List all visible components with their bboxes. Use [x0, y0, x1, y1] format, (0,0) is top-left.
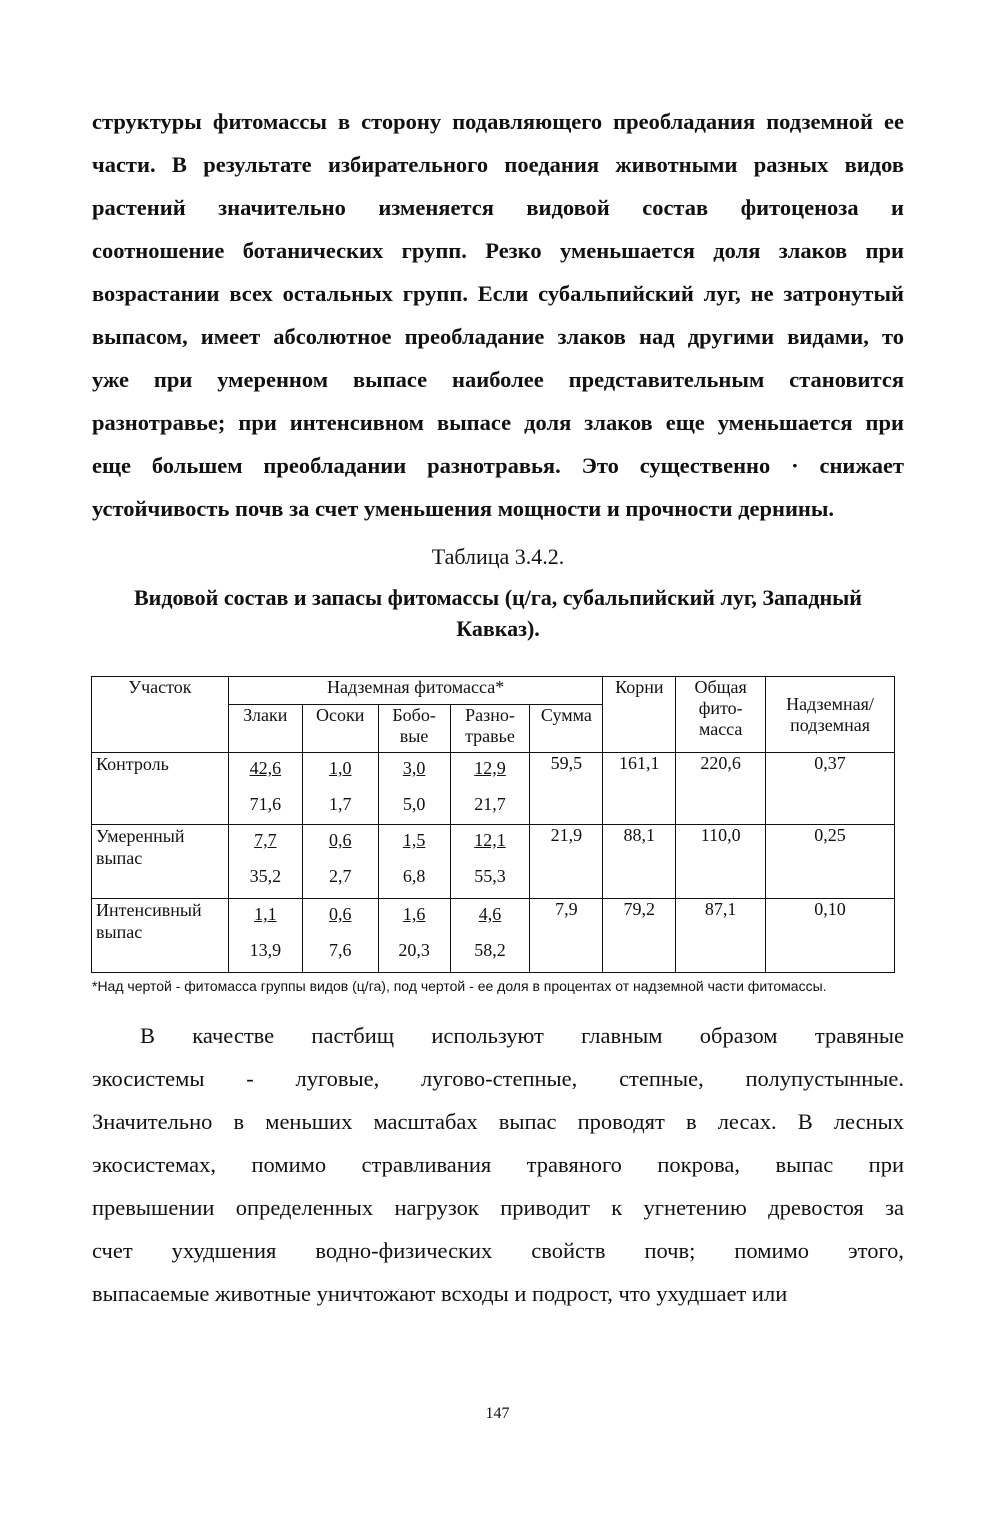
- page-number: 147: [485, 1405, 510, 1422]
- text-line: устойчивость почв за счет уменьшения мощности и прочности дернины.: [92, 496, 835, 521]
- text-line: Значительно в меньших масштабах выпас проводят в лесах. В лесных: [92, 1109, 904, 1134]
- cell-forbs-percent: 55,3: [474, 866, 506, 886]
- cell-grasses-value: 7,7: [254, 830, 277, 850]
- cell-forbs-percent: 58,2: [474, 940, 506, 960]
- cell-grasses-percent: 35,2: [249, 866, 282, 886]
- text-line: структуры фитомассы в сторону подавляющего преобладания подземной ее: [92, 109, 904, 134]
- text-line: экосистемах, помимо стравливания травяного покрова, выпас при: [92, 1152, 904, 1177]
- header-grasses: Злаки: [228, 705, 302, 753]
- text-line: разнотравье; при интенсивном выпасе доля злаков еще уменьшается при: [92, 410, 904, 435]
- paragraph-bottom: [92, 1014, 904, 1315]
- cell-roots: 88,1: [603, 825, 676, 899]
- cell-sum: 59,5: [530, 753, 603, 825]
- text-line: превышении определенных нагрузок приводит к угнетению древостоя за: [92, 1195, 904, 1220]
- cell-sedges-value: 0,6: [328, 830, 352, 850]
- cell-ratio: 0,37: [766, 753, 895, 825]
- text-line: выпасаемые животные уничтожают всходы и подрост, что ухудшает или: [92, 1281, 788, 1306]
- paragraph-top: [92, 100, 904, 530]
- table-number: Таблица 3.4.2.: [431, 544, 565, 569]
- table-title: Видовой состав и запасы фитомассы (ц/га, субальпийский луг, Западный Кавказ).: [134, 585, 862, 641]
- cell-total: 110,0: [676, 825, 766, 899]
- cell-legumes-value: 3,0: [402, 758, 426, 778]
- cell-legumes-value: 1,6: [402, 904, 426, 924]
- cell-roots: 79,2: [603, 899, 676, 973]
- text-line: части. В результате избирательного поедания животными разных видов: [92, 152, 904, 177]
- header-roots: Корни: [603, 677, 676, 753]
- header-forbs: Разно-травье: [450, 705, 530, 753]
- cell-forbs-value: 12,9: [474, 758, 506, 778]
- table-row: [92, 899, 895, 973]
- cell-roots: 161,1: [603, 753, 676, 825]
- cell-legumes-percent: 6,8: [402, 866, 426, 886]
- cell-sedges-percent: 2,7: [328, 866, 352, 886]
- row-site: Умеренный выпас: [92, 825, 229, 899]
- cell-sum: 21,9: [530, 825, 603, 899]
- header-sum: Сумма: [530, 705, 603, 753]
- table-row: [92, 753, 895, 825]
- row-site: Контроль: [92, 753, 229, 825]
- cell-total: 87,1: [676, 899, 766, 973]
- phytomass-table: [91, 676, 895, 973]
- cell-legumes-percent: 20,3: [398, 940, 430, 960]
- cell-ratio: 0,25: [766, 825, 895, 899]
- header-sedges: Осоки: [302, 705, 378, 753]
- table-footnote: *Над чертой - фитомасса группы видов (ц/га), под чертой - ее доля в процентах от надземной части фитомассы.: [92, 978, 827, 994]
- header-ratio: Надземная/ подземная: [766, 677, 895, 753]
- text-line: уже при умеренном выпасе наиболее представительным становится: [92, 367, 904, 392]
- header-legumes: Бобо-вые: [378, 705, 450, 753]
- cell-legumes-percent: 5,0: [402, 794, 426, 814]
- cell-grasses-percent: 71,6: [249, 794, 282, 814]
- cell-sedges-percent: 7,6: [328, 940, 352, 960]
- table-row: [92, 825, 895, 899]
- row-site: Интенсивный выпас: [92, 899, 229, 973]
- cell-grasses-value: 42,6: [249, 758, 282, 778]
- header-aboveground: Надземная фитомасса*: [228, 677, 602, 705]
- text-line: растений значительно изменяется видовой состав фитоценоза и: [92, 195, 904, 220]
- cell-forbs-value: 12,1: [474, 830, 506, 850]
- cell-sedges-value: 0,6: [328, 904, 352, 924]
- cell-sedges-percent: 1,7: [328, 794, 352, 814]
- cell-total: 220,6: [676, 753, 766, 825]
- cell-forbs-value: 4,6: [478, 904, 502, 924]
- cell-sedges-value: 1,0: [328, 758, 352, 778]
- cell-grasses-value: 1,1: [254, 904, 277, 924]
- cell-grasses-percent: 13,9: [249, 940, 282, 960]
- header-total: Общая фито-масса: [676, 677, 766, 753]
- cell-sum: 7,9: [530, 899, 603, 973]
- text-line: счет ухудшения водно-физических свойств почв; помимо этого,: [92, 1238, 904, 1263]
- text-line: В качестве пастбищ используют главным образом травяные: [140, 1023, 904, 1048]
- text-line: еще большем преобладании разнотравья. Это существенно · снижает: [92, 453, 904, 478]
- cell-ratio: 0,10: [766, 899, 895, 973]
- text-line: экосистемы - луговые, лугово-степные, степные, полупустынные.: [92, 1066, 904, 1091]
- text-line: возрастании всех остальных групп. Если субальпийский луг, не затронутый: [92, 281, 904, 306]
- cell-legumes-value: 1,5: [402, 830, 426, 850]
- text-line: выпасом, имеет абсолютное преобладание злаков над другими видами, то: [92, 324, 904, 349]
- header-site: Участок: [92, 677, 229, 753]
- cell-forbs-percent: 21,7: [474, 794, 506, 814]
- text-line: соотношение ботанических групп. Резко уменьшается доля злаков при: [92, 238, 904, 263]
